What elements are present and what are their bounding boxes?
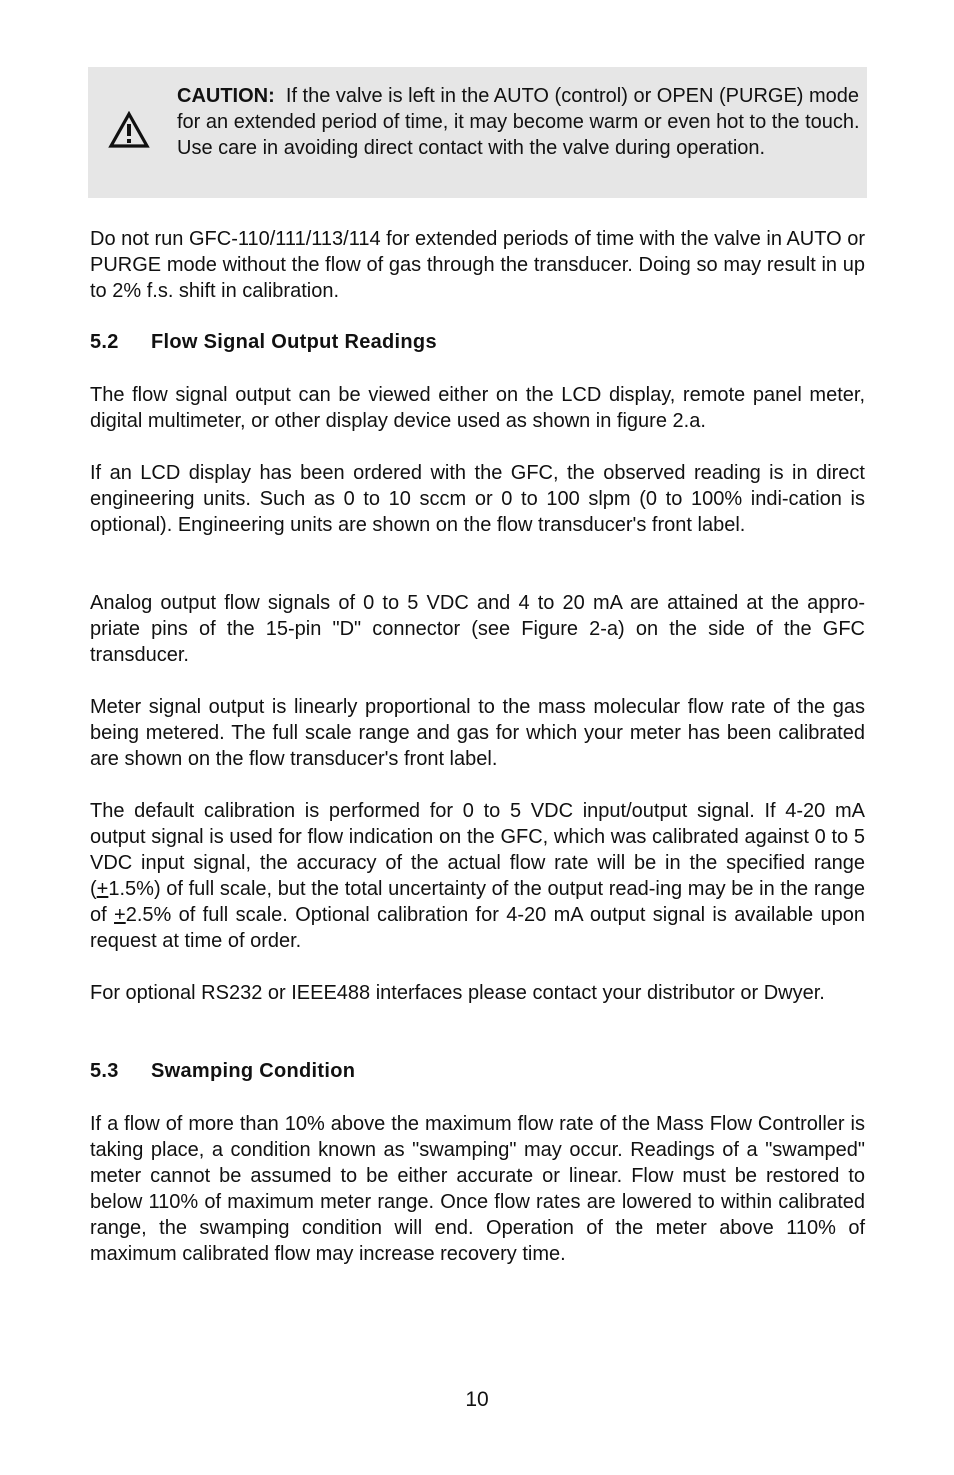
page-number: 10 xyxy=(465,1388,489,1411)
caution-label: CAUTION: xyxy=(177,85,275,107)
section-title: Flow Signal Output Readings xyxy=(151,331,437,353)
section-title: Swamping Condition xyxy=(151,1060,356,1082)
flow-paragraph-1: The flow signal output can be viewed either on the LCD display, remote panel meter, digital multimeter, or other display device used as shown in figure 2.a. xyxy=(90,384,865,432)
text-run: The default calibration is performed for 0 to 5 VDC input/output signal. If 4-20 mA output signal is used for flow indication on the GFC, which was calibrated against 0 to 5 VDC input signal, the accuracy of the actual flow rate will be in the specified range ( xyxy=(90,800,865,900)
flow-paragraph-2: If an LCD display has been ordered with the GFC, the observed reading is in direct engineering units. Such as 0 to 10 sccm or 0 to 100 slpm (0 to 100% indi-cation is optional). Engineering units are shown on the flow transducer's front label. xyxy=(90,462,865,536)
section-heading-5-2 xyxy=(90,329,437,355)
flow-paragraph-5 xyxy=(90,798,865,954)
caution-body: If the valve is left in the AUTO (control) or OPEN (PURGE) mode for an extended period of time, it may become warm or even hot to the touch. Use care in avoiding direct contact with the valve during operation. xyxy=(177,85,860,159)
caution-box xyxy=(88,67,867,198)
swamping-paragraph: If a flow of more than 10% above the maximum flow rate of the Mass Flow Controller is taking place, a condition known as "swamping" may occur. Readings of a "swamped" meter cannot be assumed to be either accurate or linear. Flow must be restored to below 110% of maximum meter range. Once flow rates are lowered to within calibrated range, the swamping condition will end. Operation of the meter above 110% of maximum calibrated flow may increase recovery time. xyxy=(90,1113,865,1265)
plus-minus-symbol: + xyxy=(114,904,126,926)
flow-paragraph-4: Meter signal output is linearly proportional to the mass molecular flow rate of the gas being metered. The full scale range and gas for which your meter has been calibrated are shown on the flow transducer's front label. xyxy=(90,696,865,770)
flow-paragraph-3: Analog output flow signals of 0 to 5 VDC and 4 to 20 mA are attained at the appro-priate pins of the 15-pin "D" connector (see Figure 2-a) on the side of the GFC transducer. xyxy=(90,592,865,666)
warning-triangle-icon xyxy=(108,111,150,149)
section-number: 5.3 xyxy=(90,1060,119,1082)
caution-text xyxy=(177,83,863,161)
plus-minus-symbol: + xyxy=(96,878,109,900)
intro-paragraph: Do not run GFC-110/111/113/114 for extended periods of time with the valve in AUTO or PURGE mode without the flow of gas through the transducer. Doing so may result in up to 2% f.s. shift in calibration. xyxy=(90,228,865,302)
section-heading-5-3 xyxy=(90,1058,355,1084)
flow-paragraph-6: For optional RS232 or IEEE488 interfaces please contact your distributor or Dwyer. xyxy=(90,982,825,1004)
section-number: 5.2 xyxy=(90,331,119,353)
text-run: 2.5% of full scale. Optional calibration for 4-20 mA output signal is available upon request at time of order. xyxy=(90,904,865,952)
text-run: 1.5%) of full scale, but the total uncertainty of the output read-ing may be in the range of xyxy=(90,878,865,926)
